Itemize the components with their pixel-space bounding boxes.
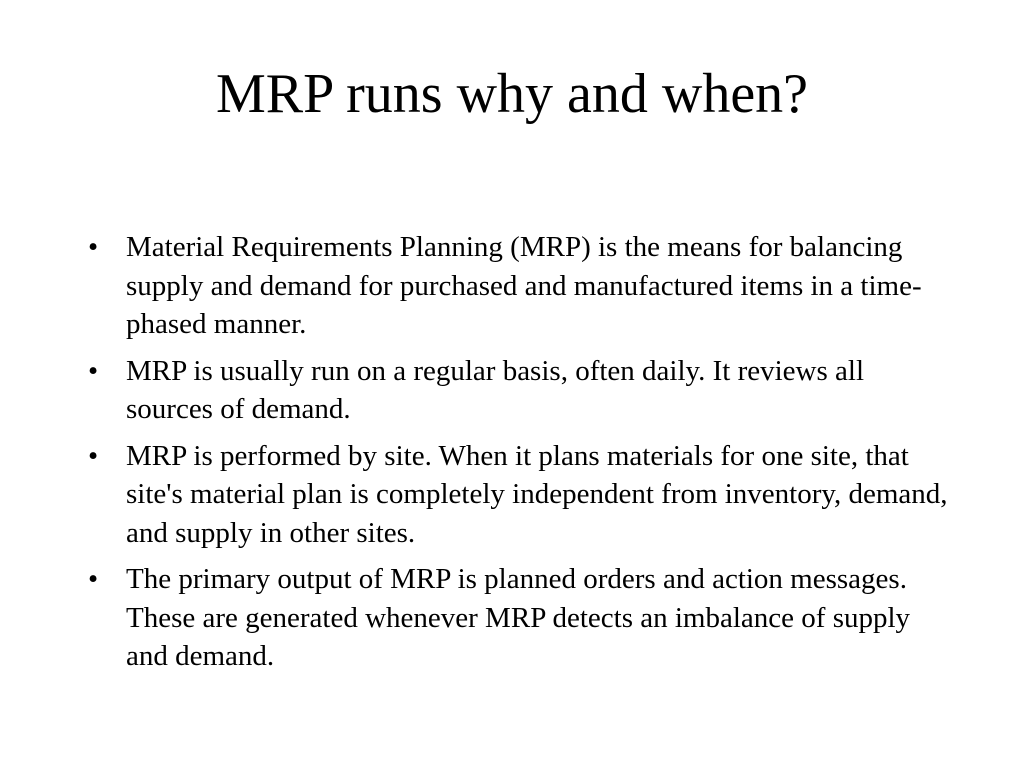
bullet-text-2: MRP is usually run on a regular basis, often daily. It reviews all sources of demand. — [126, 354, 865, 425]
bullet-icon: • — [88, 354, 99, 387]
bullet-icon: • — [88, 563, 99, 595]
bullet-icon: • — [88, 231, 99, 263]
bullet-text-3: MRP is performed by site. When it plans materials for one site, that site's material plan is completely independent from inventory, demand, and supply in other sites. — [126, 439, 948, 549]
bullet-icon: • — [88, 439, 99, 472]
bullet-list — [88, 228, 948, 684]
bullet-item-3 — [88, 437, 948, 553]
bullet-text-4: The primary output of MRP is planned orders and action messages. These are generated whenever MRP detects an imbalance of supply and demand. — [126, 563, 911, 672]
bullet-item-1 — [88, 228, 948, 344]
slide-title: MRP runs why and when? — [215, 63, 809, 125]
bullet-text-1: Material Requirements Planning (MRP) is the means for balancing supply and demand for purchased and manufactured items in a time-phased manner. — [126, 231, 922, 340]
bullet-item-4 — [88, 560, 948, 676]
bullet-item-2 — [88, 352, 948, 429]
